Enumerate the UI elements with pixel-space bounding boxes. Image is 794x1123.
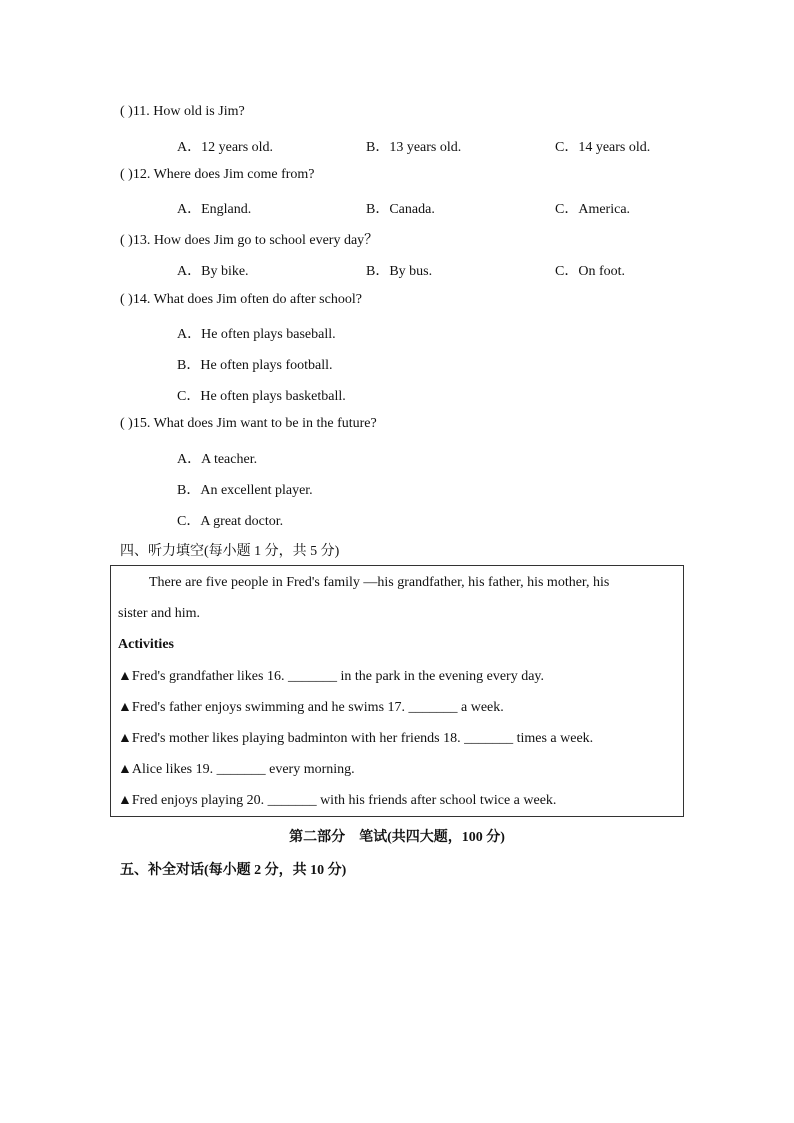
question-11: ( )11. How old is Jim? bbox=[120, 104, 245, 119]
q13-option-c: C．On foot. bbox=[555, 264, 625, 279]
q14-option-c: C．He often plays basketball. bbox=[177, 389, 346, 404]
intro-line-2: sister and him. bbox=[118, 606, 201, 621]
q11-option-b: B．13 years old. bbox=[366, 140, 462, 155]
q15-option-b: B．An excellent player. bbox=[177, 483, 313, 498]
q15-option-a: A．A teacher. bbox=[177, 452, 258, 467]
q15-option-c: C．A great doctor. bbox=[177, 514, 284, 529]
activity-item-20: ▲Fred enjoys playing 20. _______ with his friends after school twice a week. bbox=[118, 793, 557, 808]
q13-option-b: B．By bus. bbox=[366, 264, 433, 279]
intro-line-1: There are five people in Fred's family —his grandfather, his father, his mother, his bbox=[149, 575, 610, 590]
activity-item-17: ▲Fred's father enjoys swimming and he swims 17. _______ a week. bbox=[118, 700, 504, 715]
q11-option-c: C．14 years old. bbox=[555, 140, 651, 155]
q12-option-c: C．America. bbox=[555, 202, 631, 217]
activities-label: Activities bbox=[118, 637, 174, 652]
section-4-heading: 四、听力填空(每小题 1 分，共 5 分) bbox=[120, 544, 340, 559]
activity-item-19: ▲Alice likes 19. _______ every morning. bbox=[118, 762, 355, 777]
q14-option-b: B．He often plays football. bbox=[177, 358, 333, 373]
q12-option-a: A．England. bbox=[177, 202, 252, 217]
question-13: ( )13. How does Jim go to school every day？ bbox=[120, 233, 379, 248]
question-15: ( )15. What does Jim want to be in the future? bbox=[120, 416, 377, 431]
activity-item-18: ▲Fred's mother likes playing badminton with her friends 18. _______ times a week. bbox=[118, 731, 594, 746]
section-5-heading: 五、补全对话(每小题 2 分，共 10 分) bbox=[120, 863, 347, 878]
part-2-title: 第二部分 笔试(共四大题，100 分) bbox=[289, 830, 505, 845]
q12-option-b: B．Canada. bbox=[366, 202, 435, 217]
q14-option-a: A．He often plays baseball. bbox=[177, 327, 336, 342]
q11-option-a: A．12 years old. bbox=[177, 140, 274, 155]
question-12: ( )12. Where does Jim come from? bbox=[120, 167, 315, 182]
question-14: ( )14. What does Jim often do after school? bbox=[120, 292, 362, 307]
listening-fill-box bbox=[110, 565, 684, 817]
q13-option-a: A．By bike. bbox=[177, 264, 249, 279]
activity-item-16: ▲Fred's grandfather likes 16. _______ in the park in the evening every day. bbox=[118, 669, 545, 684]
